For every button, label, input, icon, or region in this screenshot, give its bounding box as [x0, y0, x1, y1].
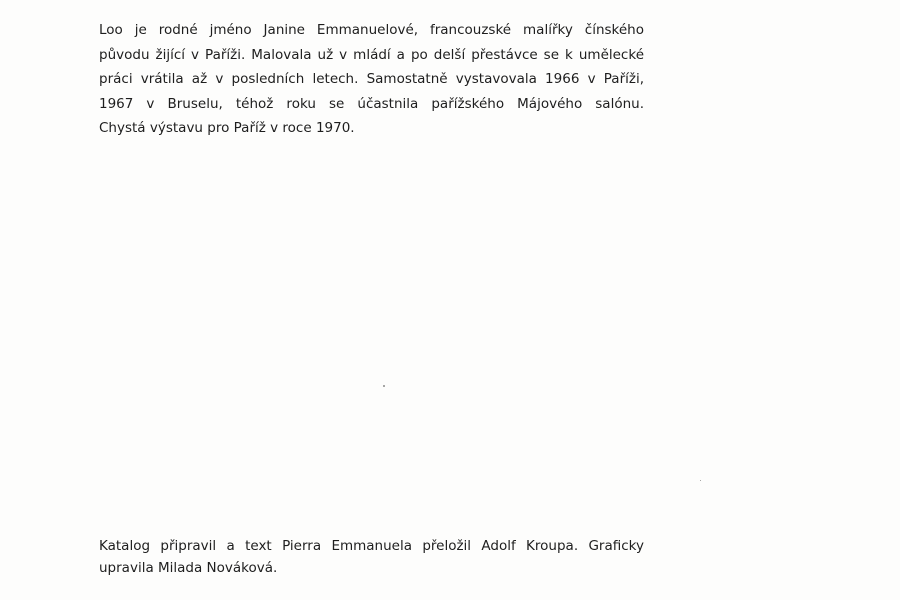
- biography-line: původu žijící v Paříži. Malovala už v mládí a po delší přestávce se k umělecké: [99, 46, 644, 63]
- paper-speck: [383, 385, 385, 387]
- credits-line: Katalog připravil a text Pierra Emmanuela přeložil Adolf Kroupa. Graficky: [99, 538, 644, 554]
- biography-line: 1967 v Bruselu, téhož roku se účastnila pařížského Májového salónu.: [99, 95, 644, 112]
- biography-paragraph: [99, 18, 644, 141]
- biography-line: Loo je rodné jméno Janine Emmanuelové, francouzské malířky čínského: [99, 22, 644, 38]
- paper-speck: [700, 480, 701, 481]
- biography-line: práci vrátila až v posledních letech. Samostatně vystavovala 1966 v Paříži,: [99, 71, 644, 87]
- biography-line: Chystá výstavu pro Paříž v roce 1970.: [99, 120, 355, 136]
- credits-paragraph: [99, 536, 644, 579]
- credits-line: upravila Milada Nováková.: [99, 559, 278, 576]
